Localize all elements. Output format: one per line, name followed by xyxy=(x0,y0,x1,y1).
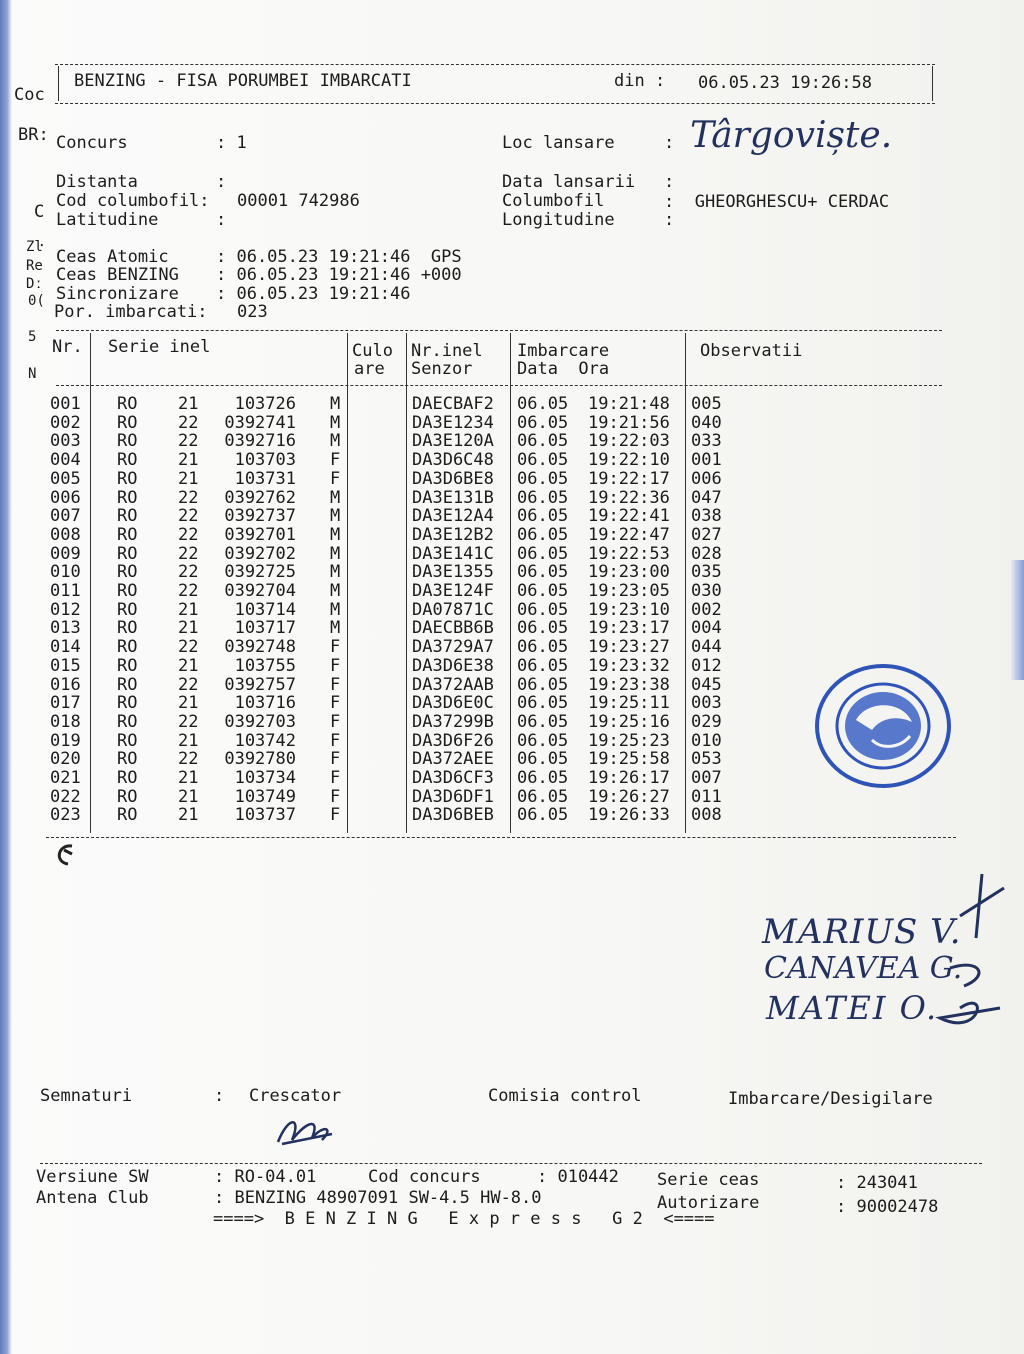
cod-columbofil-label: Cod columbofil: xyxy=(56,191,210,211)
margin-fragment: Zŀ xyxy=(26,239,43,255)
antena-club-label: Antena Club xyxy=(36,1188,149,1208)
row-time: 19:26:33 xyxy=(588,805,670,825)
row-date: 06.05 xyxy=(517,562,569,582)
row-ring: 0392780 xyxy=(224,749,296,769)
porumbei-imbarcati-value: 023 xyxy=(237,302,268,322)
row-year: 21 xyxy=(178,731,199,751)
committee-name-3: MATEI O. xyxy=(766,989,939,1027)
row-date: 06.05 xyxy=(517,787,569,807)
row-time: 19:26:17 xyxy=(588,768,670,788)
row-nr: 020 xyxy=(50,749,81,769)
row-sensor: DA37299B xyxy=(412,712,494,732)
benzing-express-banner: ====> B E N Z I N G E x p r e s s G 2 <==== xyxy=(213,1209,715,1229)
row-nr: 018 xyxy=(50,712,81,732)
row-year: 21 xyxy=(178,469,199,489)
row-country: RO xyxy=(117,506,138,526)
header-serie-inel: Serie inel xyxy=(108,337,211,357)
margin-fragment: 5 xyxy=(28,329,37,345)
longitudine-label: Longitudine xyxy=(502,210,615,230)
margin-fragment: Dː xyxy=(26,276,43,292)
row-ring: 0392737 xyxy=(224,506,296,526)
row-sensor: DA07871C xyxy=(412,600,494,620)
cod-columbofil-value: 00001 742986 xyxy=(237,191,360,211)
concurs-value: : 1 xyxy=(216,133,247,153)
row-sensor: DAECBB6B xyxy=(412,618,494,638)
cod-concurs-label: Cod concurs xyxy=(368,1167,481,1187)
data-lansarii-value: : xyxy=(664,172,675,192)
row-obs: 007 xyxy=(691,768,722,788)
porumbei-imbarcati-label: Por. imbarcati: xyxy=(54,302,208,322)
margin-fragment: BR: xyxy=(18,125,49,145)
row-nr: 006 xyxy=(50,488,81,508)
ceas-benzing-label: Ceas BENZING xyxy=(56,265,179,285)
row-ring: 103737 xyxy=(234,805,296,825)
row-sensor: DA372AAB xyxy=(412,675,494,695)
row-sensor: DA3E12A4 xyxy=(412,506,494,526)
row-year: 21 xyxy=(178,450,199,470)
row-sex: M xyxy=(330,525,341,545)
row-ring: 0392757 xyxy=(224,675,296,695)
row-time: 19:22:03 xyxy=(588,431,670,451)
row-obs: 012 xyxy=(691,656,722,676)
row-date: 06.05 xyxy=(517,637,569,657)
row-nr: 008 xyxy=(50,525,81,545)
row-obs: 047 xyxy=(691,488,722,508)
scanner-edge-right xyxy=(1010,560,1024,680)
row-date: 06.05 xyxy=(517,413,569,433)
row-nr: 009 xyxy=(50,544,81,564)
row-sex: M xyxy=(330,544,341,564)
latitudine-value: : xyxy=(216,210,227,230)
row-date: 06.05 xyxy=(517,450,569,470)
distanta-value: : xyxy=(216,172,227,192)
row-date: 06.05 xyxy=(517,581,569,601)
row-country: RO xyxy=(117,637,138,657)
data-lansarii-label: Data lansarii xyxy=(502,172,636,192)
row-time: 19:23:10 xyxy=(588,600,670,620)
row-ring: 0392741 xyxy=(224,413,296,433)
row-time: 19:26:27 xyxy=(588,787,670,807)
row-ring: 0392762 xyxy=(224,488,296,508)
row-sensor: DA3E141C xyxy=(412,544,494,564)
header-border-left xyxy=(58,66,59,101)
row-ring: 0392725 xyxy=(224,562,296,582)
serie-ceas-label: Serie ceas xyxy=(657,1170,760,1190)
row-sensor: DA3E124F xyxy=(412,581,494,601)
row-year: 21 xyxy=(178,394,199,414)
row-date: 06.05 xyxy=(517,805,569,825)
loc-lansare-handwritten: Târgoviște. xyxy=(690,115,893,156)
row-date: 06.05 xyxy=(517,431,569,451)
longitudine-value: : xyxy=(664,210,675,230)
row-date: 06.05 xyxy=(517,731,569,751)
sincronizare-value: : 06.05.23 19:21:46 xyxy=(216,284,411,304)
row-time: 19:25:23 xyxy=(588,731,670,751)
row-sex: M xyxy=(330,413,341,433)
row-country: RO xyxy=(117,618,138,638)
row-country: RO xyxy=(117,693,138,713)
row-date: 06.05 xyxy=(517,712,569,732)
row-country: RO xyxy=(117,394,138,414)
row-obs: 006 xyxy=(691,469,722,489)
loc-lansare-label: Loc lansare xyxy=(502,133,615,153)
row-sex: M xyxy=(330,431,341,451)
row-ring: 0392704 xyxy=(224,581,296,601)
row-sex: F xyxy=(330,450,341,470)
row-country: RO xyxy=(117,712,138,732)
din-label: din : xyxy=(614,71,666,91)
row-ring: 103731 xyxy=(234,469,296,489)
row-country: RO xyxy=(117,749,138,769)
row-ring: 0392702 xyxy=(224,544,296,564)
row-year: 22 xyxy=(178,431,199,451)
autorizare-label: Autorizare xyxy=(657,1193,760,1213)
imbarcare-desigilare-label: Imbarcare/Desigilare xyxy=(728,1089,933,1109)
row-country: RO xyxy=(117,600,138,620)
row-sensor: DA3E131B xyxy=(412,488,494,508)
row-year: 21 xyxy=(178,787,199,807)
row-nr: 014 xyxy=(50,637,81,657)
row-year: 22 xyxy=(178,562,199,582)
row-time: 19:21:48 xyxy=(588,394,670,414)
row-date: 06.05 xyxy=(517,618,569,638)
autorizare-value: : 90002478 xyxy=(836,1197,939,1217)
row-year: 22 xyxy=(178,413,199,433)
row-obs: 045 xyxy=(691,675,722,695)
row-sensor: DA3729A7 xyxy=(412,637,494,657)
row-sex: M xyxy=(330,488,341,508)
col-divider-nr xyxy=(90,333,91,833)
serie-ceas-value: : 243041 xyxy=(836,1173,918,1193)
row-nr: 005 xyxy=(50,469,81,489)
columbofil-label: Columbofil xyxy=(502,191,605,211)
col-divider-serie xyxy=(347,333,348,833)
row-sex: M xyxy=(330,618,341,638)
row-obs: 010 xyxy=(691,731,722,751)
row-sensor: DAECBAF2 xyxy=(412,394,494,414)
row-year: 22 xyxy=(178,675,199,695)
row-obs: 029 xyxy=(691,712,722,732)
row-country: RO xyxy=(117,768,138,788)
row-ring: 0392716 xyxy=(224,431,296,451)
row-sex: F xyxy=(330,656,341,676)
row-obs: 030 xyxy=(691,581,722,601)
row-country: RO xyxy=(117,525,138,545)
row-sex: F xyxy=(330,731,341,751)
row-obs: 005 xyxy=(691,394,722,414)
row-year: 22 xyxy=(178,637,199,657)
row-time: 19:22:41 xyxy=(588,506,670,526)
row-year: 22 xyxy=(178,544,199,564)
cod-concurs-value: : 010442 xyxy=(537,1167,619,1187)
row-sensor: DA3D6CF3 xyxy=(412,768,494,788)
row-sensor: DA3E120A xyxy=(412,431,494,451)
row-obs: 002 xyxy=(691,600,722,620)
row-nr: 022 xyxy=(50,787,81,807)
row-sex: M xyxy=(330,394,341,414)
row-country: RO xyxy=(117,431,138,451)
row-country: RO xyxy=(117,469,138,489)
row-nr: 001 xyxy=(50,394,81,414)
concurs-label: Concurs xyxy=(56,133,128,153)
row-sex: F xyxy=(330,749,341,769)
row-obs: 027 xyxy=(691,525,722,545)
semnaturi-label: Semnaturi xyxy=(40,1086,133,1106)
versiune-sw-value: : RO-04.01 xyxy=(214,1167,317,1187)
row-year: 22 xyxy=(178,488,199,508)
row-ring: 103716 xyxy=(234,693,296,713)
row-time: 19:23:27 xyxy=(588,637,670,657)
row-country: RO xyxy=(117,805,138,825)
row-time: 19:22:36 xyxy=(588,488,670,508)
row-time: 19:23:05 xyxy=(588,581,670,601)
row-nr: 007 xyxy=(50,506,81,526)
row-sensor: DA3E1355 xyxy=(412,562,494,582)
row-country: RO xyxy=(117,488,138,508)
row-nr: 002 xyxy=(50,413,81,433)
row-sex: M xyxy=(330,581,341,601)
row-nr: 003 xyxy=(50,431,81,451)
row-obs: 003 xyxy=(691,693,722,713)
margin-fragment: Re xyxy=(26,258,43,274)
row-year: 21 xyxy=(178,768,199,788)
row-obs: 004 xyxy=(691,618,722,638)
row-year: 22 xyxy=(178,712,199,732)
row-obs: 008 xyxy=(691,805,722,825)
row-sensor: DA3D6C48 xyxy=(412,450,494,470)
row-date: 06.05 xyxy=(517,525,569,545)
row-time: 19:22:53 xyxy=(588,544,670,564)
header-observatii: Observatii xyxy=(700,341,803,361)
row-obs: 028 xyxy=(691,544,722,564)
row-obs: 011 xyxy=(691,787,722,807)
row-sex: F xyxy=(330,675,341,695)
document-title: BENZING - FISA PORUMBEI IMBARCATI xyxy=(74,71,412,91)
footer-divider xyxy=(40,1163,982,1164)
row-time: 19:22:47 xyxy=(588,525,670,545)
semnaturi-colon: : xyxy=(214,1086,225,1106)
row-time: 19:25:11 xyxy=(588,693,670,713)
header-border-bottom xyxy=(55,103,935,104)
row-nr: 016 xyxy=(50,675,81,695)
row-ring: 103726 xyxy=(234,394,296,414)
row-sex: F xyxy=(330,469,341,489)
row-year: 21 xyxy=(178,656,199,676)
row-sensor: DA3D6F26 xyxy=(412,731,494,751)
row-country: RO xyxy=(117,413,138,433)
pen-mark-icon xyxy=(50,840,80,870)
row-ring: 103703 xyxy=(234,450,296,470)
row-sex: F xyxy=(330,637,341,657)
row-ring: 103714 xyxy=(234,600,296,620)
row-ring: 0392703 xyxy=(224,712,296,732)
row-date: 06.05 xyxy=(517,675,569,695)
comisia-control-label: Comisia control xyxy=(488,1086,642,1106)
row-time: 19:21:56 xyxy=(588,413,670,433)
row-sensor: DA3D6E0C xyxy=(412,693,494,713)
row-time: 19:22:10 xyxy=(588,450,670,470)
row-country: RO xyxy=(117,544,138,564)
header-nr-inel-2: Senzor xyxy=(411,359,473,379)
margin-fragment: Coc xyxy=(14,85,45,105)
table-header-divider xyxy=(56,385,942,386)
row-ring: 0392748 xyxy=(224,637,296,657)
header-culoare-2: are xyxy=(354,359,385,379)
row-time: 19:23:17 xyxy=(588,618,670,638)
committee-name-2: CANAVEA G. xyxy=(764,951,963,986)
row-sex: F xyxy=(330,805,341,825)
row-nr: 019 xyxy=(50,731,81,751)
header-nr: Nr. xyxy=(52,337,83,357)
row-country: RO xyxy=(117,731,138,751)
row-date: 06.05 xyxy=(517,656,569,676)
row-obs: 040 xyxy=(691,413,722,433)
row-year: 21 xyxy=(178,693,199,713)
row-date: 06.05 xyxy=(517,693,569,713)
row-nr: 013 xyxy=(50,618,81,638)
scanner-edge-left xyxy=(0,0,12,1354)
row-year: 21 xyxy=(178,600,199,620)
antena-club-value: : BENZING 48907091 SW-4.5 HW-8.0 xyxy=(214,1188,542,1208)
row-time: 19:22:17 xyxy=(588,469,670,489)
columbofil-value: : GHEORGHESCU+ CERDAC xyxy=(664,192,890,212)
row-year: 22 xyxy=(178,525,199,545)
row-nr: 012 xyxy=(50,600,81,620)
row-ring: 103749 xyxy=(234,787,296,807)
row-ring: 103755 xyxy=(234,656,296,676)
row-sex: M xyxy=(330,562,341,582)
row-sensor: DA3D6BEB xyxy=(412,805,494,825)
row-nr: 011 xyxy=(50,581,81,601)
row-nr: 023 xyxy=(50,805,81,825)
row-sex: M xyxy=(330,600,341,620)
row-obs: 044 xyxy=(691,637,722,657)
row-sensor: DA3D6BE8 xyxy=(412,469,494,489)
crescator-label: Crescator xyxy=(249,1086,342,1106)
row-nr: 010 xyxy=(50,562,81,582)
header-culoare-1: Culo xyxy=(352,341,393,361)
row-year: 21 xyxy=(178,618,199,638)
crescator-signature xyxy=(272,1110,338,1150)
table-border-bottom xyxy=(46,837,956,838)
row-sex: F xyxy=(330,693,341,713)
row-obs: 001 xyxy=(691,450,722,470)
row-sensor: DA3E1234 xyxy=(412,413,494,433)
row-obs: 053 xyxy=(691,749,722,769)
row-nr: 017 xyxy=(50,693,81,713)
row-time: 19:25:16 xyxy=(588,712,670,732)
row-obs: 033 xyxy=(691,431,722,451)
header-border-right xyxy=(932,66,933,101)
header-imbarcare-1: Imbarcare xyxy=(517,341,610,361)
row-year: 22 xyxy=(178,506,199,526)
row-time: 19:25:58 xyxy=(588,749,670,769)
row-date: 06.05 xyxy=(517,469,569,489)
row-obs: 035 xyxy=(691,562,722,582)
header-imbarcare-2: Data Ora xyxy=(517,359,610,379)
row-ring: 0392701 xyxy=(224,525,296,545)
row-date: 06.05 xyxy=(517,488,569,508)
col-divider-culoare xyxy=(406,333,407,833)
row-year: 22 xyxy=(178,749,199,769)
table-border-top xyxy=(56,330,942,331)
margin-fragment: N xyxy=(28,366,37,382)
row-ring: 103717 xyxy=(234,618,296,638)
row-sensor: DA3E12B2 xyxy=(412,525,494,545)
margin-fragment: C xyxy=(34,202,45,222)
row-date: 06.05 xyxy=(517,600,569,620)
row-ring: 103734 xyxy=(234,768,296,788)
ceas-atomic-value: : 06.05.23 19:21:46 GPS xyxy=(216,247,462,267)
row-year: 22 xyxy=(178,581,199,601)
ceas-atomic-label: Ceas Atomic xyxy=(56,247,169,267)
row-nr: 015 xyxy=(50,656,81,676)
ceas-benzing-value: : 06.05.23 19:21:46 +000 xyxy=(216,265,462,285)
row-country: RO xyxy=(117,656,138,676)
club-stamp-icon xyxy=(812,660,954,792)
distanta-label: Distanta xyxy=(56,172,138,192)
col-divider-imbarcare xyxy=(685,333,686,833)
row-country: RO xyxy=(117,562,138,582)
row-sensor: DA3D6DF1 xyxy=(412,787,494,807)
latitudine-label: Latitudine xyxy=(56,210,159,230)
row-nr: 004 xyxy=(50,450,81,470)
row-date: 06.05 xyxy=(517,544,569,564)
row-year: 21 xyxy=(178,805,199,825)
row-sex: F xyxy=(330,787,341,807)
sincronizare-label: Sincronizare xyxy=(56,284,179,304)
row-time: 19:23:32 xyxy=(588,656,670,676)
signature-strokes xyxy=(920,868,1010,1038)
row-sensor: DA3D6E38 xyxy=(412,656,494,676)
margin-fragment: 0( xyxy=(28,293,45,309)
row-country: RO xyxy=(117,675,138,695)
header-nr-inel-1: Nr.inel xyxy=(411,341,483,361)
row-sex: F xyxy=(330,712,341,732)
row-sex: M xyxy=(330,506,341,526)
header-datetime: 06.05.23 19:26:58 xyxy=(698,73,872,93)
row-sensor: DA372AEE xyxy=(412,749,494,769)
row-country: RO xyxy=(117,450,138,470)
row-nr: 021 xyxy=(50,768,81,788)
row-time: 19:23:00 xyxy=(588,562,670,582)
row-country: RO xyxy=(117,581,138,601)
row-country: RO xyxy=(117,787,138,807)
committee-name-1: MARIUS V. xyxy=(762,912,962,952)
loc-lansare-colon: : xyxy=(664,133,675,153)
col-divider-senzor xyxy=(510,333,511,833)
versiune-sw-label: Versiune SW xyxy=(36,1167,149,1187)
row-date: 06.05 xyxy=(517,768,569,788)
row-date: 06.05 xyxy=(517,394,569,414)
row-date: 06.05 xyxy=(517,749,569,769)
row-time: 19:23:38 xyxy=(588,675,670,695)
row-obs: 038 xyxy=(691,506,722,526)
row-date: 06.05 xyxy=(517,506,569,526)
header-border-top xyxy=(55,64,935,65)
row-ring: 103742 xyxy=(234,731,296,751)
row-sex: F xyxy=(330,768,341,788)
